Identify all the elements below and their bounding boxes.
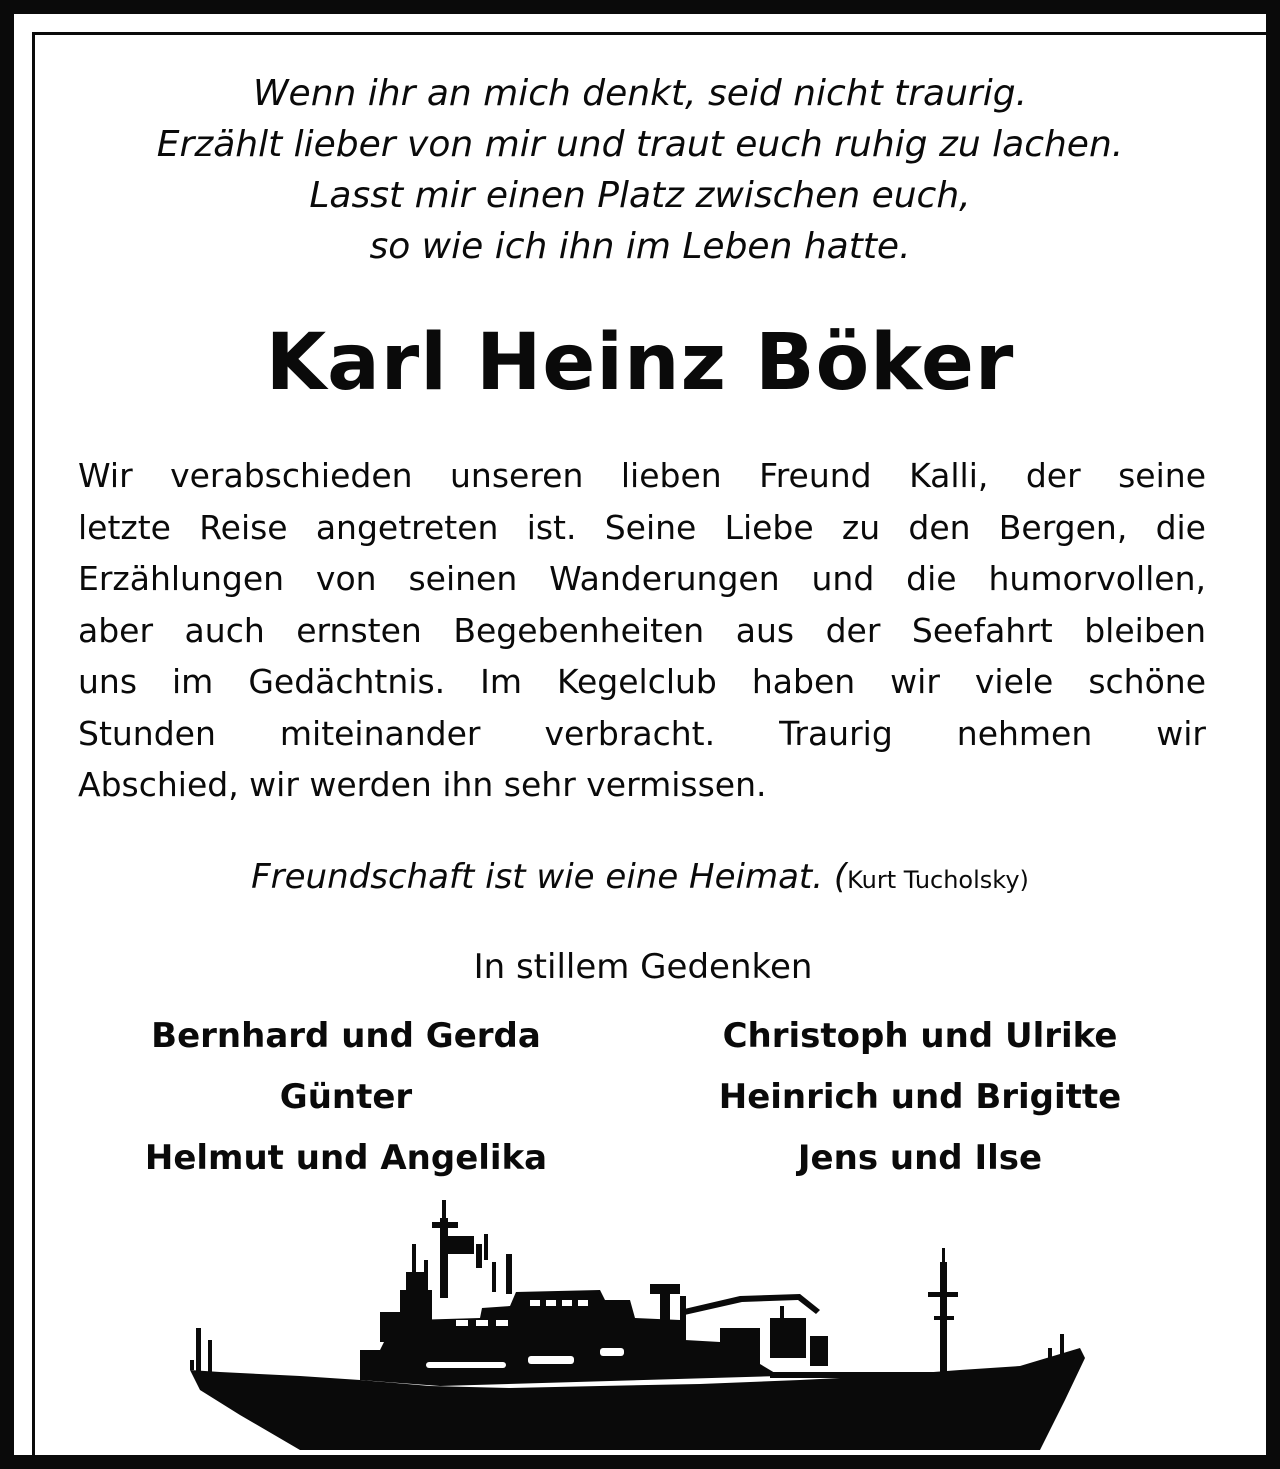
obituary-line: Stunden miteinander verbracht. Traurig nehmen wir <box>78 713 1206 753</box>
ship-silhouette-icon <box>180 1200 1110 1450</box>
obituary-line: Abschied, wir werden ihn sehr vermissen. <box>78 765 767 804</box>
poem-line: Erzählt lieber von mir und traut euch ruhig zu lachen. <box>156 124 1124 165</box>
mourners-right <box>670 1006 1170 1189</box>
poem <box>0 68 1280 272</box>
memory-line: In stillem Gedenken <box>473 947 813 987</box>
poem-line: so wie ich ihn im Leben hatte. <box>369 226 911 267</box>
mourners-left <box>96 1006 596 1189</box>
mourner-name: Christoph und Ulrike <box>722 1016 1118 1056</box>
mourner-name: Helmut und Angelika <box>144 1138 548 1178</box>
deceased-name: Karl Heinz Böker <box>265 318 1015 408</box>
obituary-line: Wir verabschieden unseren lieben Freund Kalli, der seine <box>78 456 1206 495</box>
quote-text: Freundschaft ist wie eine Heimat. ( <box>251 857 848 897</box>
mourner-name: Heinrich und Brigitte <box>718 1077 1122 1117</box>
mourner-name: Günter <box>279 1077 413 1117</box>
mourner-name: Jens und Ilse <box>797 1138 1043 1178</box>
obituary-text <box>78 450 1206 811</box>
mourner-name: Bernhard und Gerda <box>151 1016 541 1056</box>
obituary-line: Erzählungen von seinen Wanderungen und die humorvollen, <box>78 559 1206 598</box>
obituary-line: uns im Gedächtnis. Im Kegelclub haben wir viele schöne <box>78 662 1206 701</box>
quote-author: Kurt Tucholsky) <box>847 866 1029 894</box>
poem-line: Wenn ihr an mich denkt, seid nicht traurig. <box>252 73 1028 114</box>
poem-line: Lasst mir einen Platz zwischen euch, <box>309 175 971 216</box>
obituary-line: aber auch ernsten Begebenheiten aus der Seefahrt bleiben <box>78 610 1206 650</box>
obituary-line: letzte Reise angetreten ist. Seine Liebe zu den Bergen, die <box>78 507 1206 547</box>
quote <box>0 852 1280 905</box>
